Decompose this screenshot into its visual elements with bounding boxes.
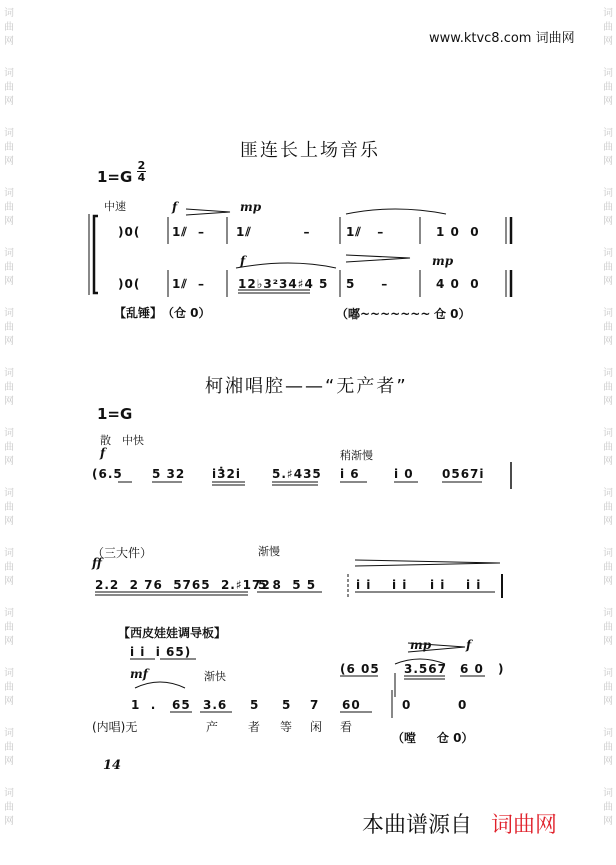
watermark-char: 词 xyxy=(603,428,613,439)
line4-note-8: 0 xyxy=(402,698,412,712)
line2-group-2: 5 8 5 5 xyxy=(258,578,317,592)
watermark-char: 网 xyxy=(4,576,14,587)
piece2-dyn-mf: mf xyxy=(130,667,148,681)
watermark-char: 网 xyxy=(4,96,14,107)
watermark-char: 词 xyxy=(4,728,14,739)
watermark-char: 网 xyxy=(603,156,613,167)
watermark-char: 网 xyxy=(4,336,14,347)
watermark-char: 词 xyxy=(4,488,14,499)
piece1-dyn-f: f xyxy=(172,200,178,214)
watermark-char: 词 xyxy=(4,248,14,259)
piece2-dyn-mp: mp xyxy=(410,638,432,652)
watermark-char: 曲 xyxy=(4,82,14,93)
watermark-char: 曲 xyxy=(603,22,613,33)
watermark-char: 词 xyxy=(4,8,14,19)
row2-start: )0( xyxy=(118,277,141,291)
watermark-char: 词 xyxy=(603,308,613,319)
line2-group-6: i i xyxy=(466,578,482,592)
watermark-char: 网 xyxy=(603,96,613,107)
piece2-tempo-1: 散 xyxy=(100,434,111,447)
piece2-dyn-ff: ff xyxy=(92,556,102,570)
line4-note-5: 5 xyxy=(282,698,292,712)
watermark-char: 词 xyxy=(603,548,613,559)
piece1-dyn-f2: f xyxy=(240,254,246,268)
piece2-tempo-2: 中快 xyxy=(122,434,144,447)
row1-start: )0( xyxy=(118,225,141,239)
watermark-char: 网 xyxy=(4,276,14,287)
watermark-char: 曲 xyxy=(4,322,14,333)
piece1-key: 1=G xyxy=(97,168,133,186)
footer-source[interactable] xyxy=(362,808,557,839)
meter-denominator: 4 xyxy=(137,171,146,184)
piece2-dyn-f2: f xyxy=(466,638,472,652)
footer-brand[interactable]: 词曲网 xyxy=(491,813,558,838)
watermark-char: 词 xyxy=(603,728,613,739)
watermark-char: 网 xyxy=(4,396,14,407)
watermark-char: 曲 xyxy=(4,742,14,753)
watermark-char: 网 xyxy=(4,156,14,167)
watermark-char: 曲 xyxy=(4,682,14,693)
watermark-char: 网 xyxy=(603,576,613,587)
row1-measure-3: 1⫽ – xyxy=(346,225,385,239)
row2-measure-1: 1⫽ – xyxy=(172,277,206,291)
watermark-char: 网 xyxy=(603,756,613,767)
watermark-char: 词 xyxy=(603,128,613,139)
watermark-char: 网 xyxy=(4,816,14,827)
line4-note-4: 5 xyxy=(250,698,260,712)
watermark-char: 曲 xyxy=(603,682,613,693)
lyric-1: 产 xyxy=(206,720,219,734)
watermark-char: 词 xyxy=(603,68,613,79)
site-header[interactable]: www.ktvc8.com 词曲网 xyxy=(429,31,575,46)
watermark-char: 曲 xyxy=(603,562,613,573)
watermark-char: 词 xyxy=(4,128,14,139)
row2-measure-2: 12♭3²34♯4 5 xyxy=(238,277,329,291)
piece1-dyn-mp: mp xyxy=(240,200,262,214)
watermark-char: 网 xyxy=(603,696,613,707)
piece2-percussion-1: （三大件） xyxy=(92,546,153,560)
watermark-char: 网 xyxy=(4,756,14,767)
watermark-char: 曲 xyxy=(603,442,613,453)
lyric-2: 者 xyxy=(248,720,261,734)
watermark-char: 网 xyxy=(4,636,14,647)
row2-measure-4: 4 0 0 xyxy=(436,277,480,291)
watermark-char: 词 xyxy=(603,8,613,19)
watermark-char: 词 xyxy=(603,368,613,379)
line1-group-2: 5 32 xyxy=(152,467,186,481)
piece1-title: 匪连长上场音乐 xyxy=(240,140,380,161)
watermark-char: 曲 xyxy=(4,622,14,633)
watermark-char: 曲 xyxy=(603,382,613,393)
watermark-char: 词 xyxy=(4,548,14,559)
line1-group-3: i3̇2i xyxy=(212,467,241,481)
watermark-char: 网 xyxy=(4,36,14,47)
watermark-char: 网 xyxy=(603,456,613,467)
lyric-3: 等 xyxy=(280,720,293,734)
line1-group-5: i 6 xyxy=(340,467,360,481)
piece1-tempo: 中速 xyxy=(104,200,126,213)
line1-group-6: i 0 xyxy=(394,467,414,481)
row1-measure-1: 1⫽ – xyxy=(172,225,206,239)
watermark-char: 词 xyxy=(4,608,14,619)
row1-measure-2: 1⫽ – xyxy=(236,225,311,239)
lyric-label: (内唱)无 xyxy=(92,720,138,734)
watermark-char: 词 xyxy=(4,188,14,199)
watermark-char: 网 xyxy=(603,396,613,407)
piece2-rit-2: 渐慢 xyxy=(258,545,280,558)
line4-note-3: 3.6 xyxy=(203,698,228,712)
piece2-title: 柯湘唱腔——“无产者” xyxy=(205,376,408,397)
piece2-dyn-f: f xyxy=(100,446,106,460)
line4-note-6: 7 xyxy=(310,698,320,712)
page-number: 14 xyxy=(103,758,122,773)
watermark-char: 曲 xyxy=(603,322,613,333)
piece1-meter xyxy=(137,160,146,183)
watermark-char: 网 xyxy=(4,696,14,707)
line2-group-5: i i xyxy=(430,578,446,592)
watermark-char: 词 xyxy=(603,608,613,619)
piece2-accel: 渐快 xyxy=(204,670,226,683)
line3-notes-a: i i i 65) xyxy=(130,645,192,659)
watermark-char: 网 xyxy=(603,516,613,527)
watermark-char: 曲 xyxy=(603,202,613,213)
line3-group-4: ) xyxy=(498,662,505,676)
piece2-percussion-2: 【西皮娃娃调导板】 xyxy=(118,626,227,640)
watermark-char: 网 xyxy=(4,216,14,227)
piece2-key: 1=G xyxy=(97,405,133,423)
line3-group-1: (6 05 xyxy=(340,662,380,676)
watermark-char: 词 xyxy=(4,668,14,679)
piece1-dyn-mp2: mp xyxy=(432,254,454,268)
piece2-rit-1: 稍渐慢 xyxy=(340,449,373,462)
line4-note-2: 65 xyxy=(172,698,191,712)
watermark-char: 网 xyxy=(4,516,14,527)
watermark-char: 词 xyxy=(4,68,14,79)
watermark-char: 曲 xyxy=(603,82,613,93)
line2-group-3: i i xyxy=(356,578,372,592)
line1-group-7: 0567i xyxy=(442,467,485,481)
line4-note-9: 0 xyxy=(458,698,468,712)
watermark-char: 曲 xyxy=(4,22,14,33)
watermark-char: 曲 xyxy=(603,742,613,753)
watermark-char: 词 xyxy=(603,788,613,799)
line4-note-7: 60 xyxy=(342,698,361,712)
watermark-char: 词 xyxy=(4,788,14,799)
line2-group-1: 2.2 2 76 5765 2.♯172 xyxy=(95,578,271,592)
watermark-char: 曲 xyxy=(4,202,14,213)
line1-group-1: (6.5 xyxy=(92,467,123,481)
watermark-char: 曲 xyxy=(603,802,613,813)
piece1-percussion-call-3: 仓 0） xyxy=(434,307,471,321)
lyric-4: 闲 xyxy=(310,720,323,734)
watermark-char: 词 xyxy=(603,188,613,199)
watermark-char: 曲 xyxy=(603,502,613,513)
watermark-char: 曲 xyxy=(603,262,613,273)
watermark-char: 曲 xyxy=(4,502,14,513)
watermark-char: 网 xyxy=(603,276,613,287)
watermark-char: 网 xyxy=(603,216,613,227)
row2-measure-3: 5 – xyxy=(346,277,389,291)
watermark-char: 曲 xyxy=(4,802,14,813)
watermark-char: 网 xyxy=(603,336,613,347)
piece2-percussion-call: （嘡 仓 0） xyxy=(392,731,474,745)
watermark-char: 词 xyxy=(603,488,613,499)
watermark-char: 曲 xyxy=(4,562,14,573)
watermark-char: 曲 xyxy=(4,262,14,273)
line2-group-4: i i xyxy=(392,578,408,592)
lyric-5: 看 xyxy=(340,720,353,734)
watermark-char: 曲 xyxy=(603,142,613,153)
watermark-char: 曲 xyxy=(4,382,14,393)
row1-measure-4: 1 0 0 xyxy=(436,225,480,239)
watermark-char: 词 xyxy=(4,428,14,439)
watermark-char: 网 xyxy=(603,816,613,827)
watermark-char: 网 xyxy=(4,456,14,467)
line4-note-1: 1 . xyxy=(131,698,157,712)
watermark-char: 词 xyxy=(4,368,14,379)
piece1-percussion-call-2: （嘟~~~~~~~ xyxy=(336,307,431,321)
watermark-char: 词 xyxy=(603,668,613,679)
piece1-percussion-label: 【乱锤】 xyxy=(114,306,163,320)
watermark-char: 网 xyxy=(603,36,613,47)
watermark-char: 曲 xyxy=(603,622,613,633)
watermark-char: 网 xyxy=(603,636,613,647)
watermark-char: 词 xyxy=(603,248,613,259)
meter-numerator: 2 xyxy=(137,159,146,172)
line1-group-4: 5.♯435 xyxy=(272,467,322,481)
line3-group-3: 6 0 xyxy=(460,662,484,676)
watermark-char: 词 xyxy=(4,308,14,319)
piece1-percussion-call-1: （仓 0） xyxy=(162,306,211,320)
footer-text: 本曲谱源自 xyxy=(362,813,473,838)
watermark-char: 曲 xyxy=(4,442,14,453)
watermark-char: 曲 xyxy=(4,142,14,153)
line3-group-2: 3.567 xyxy=(404,662,447,676)
